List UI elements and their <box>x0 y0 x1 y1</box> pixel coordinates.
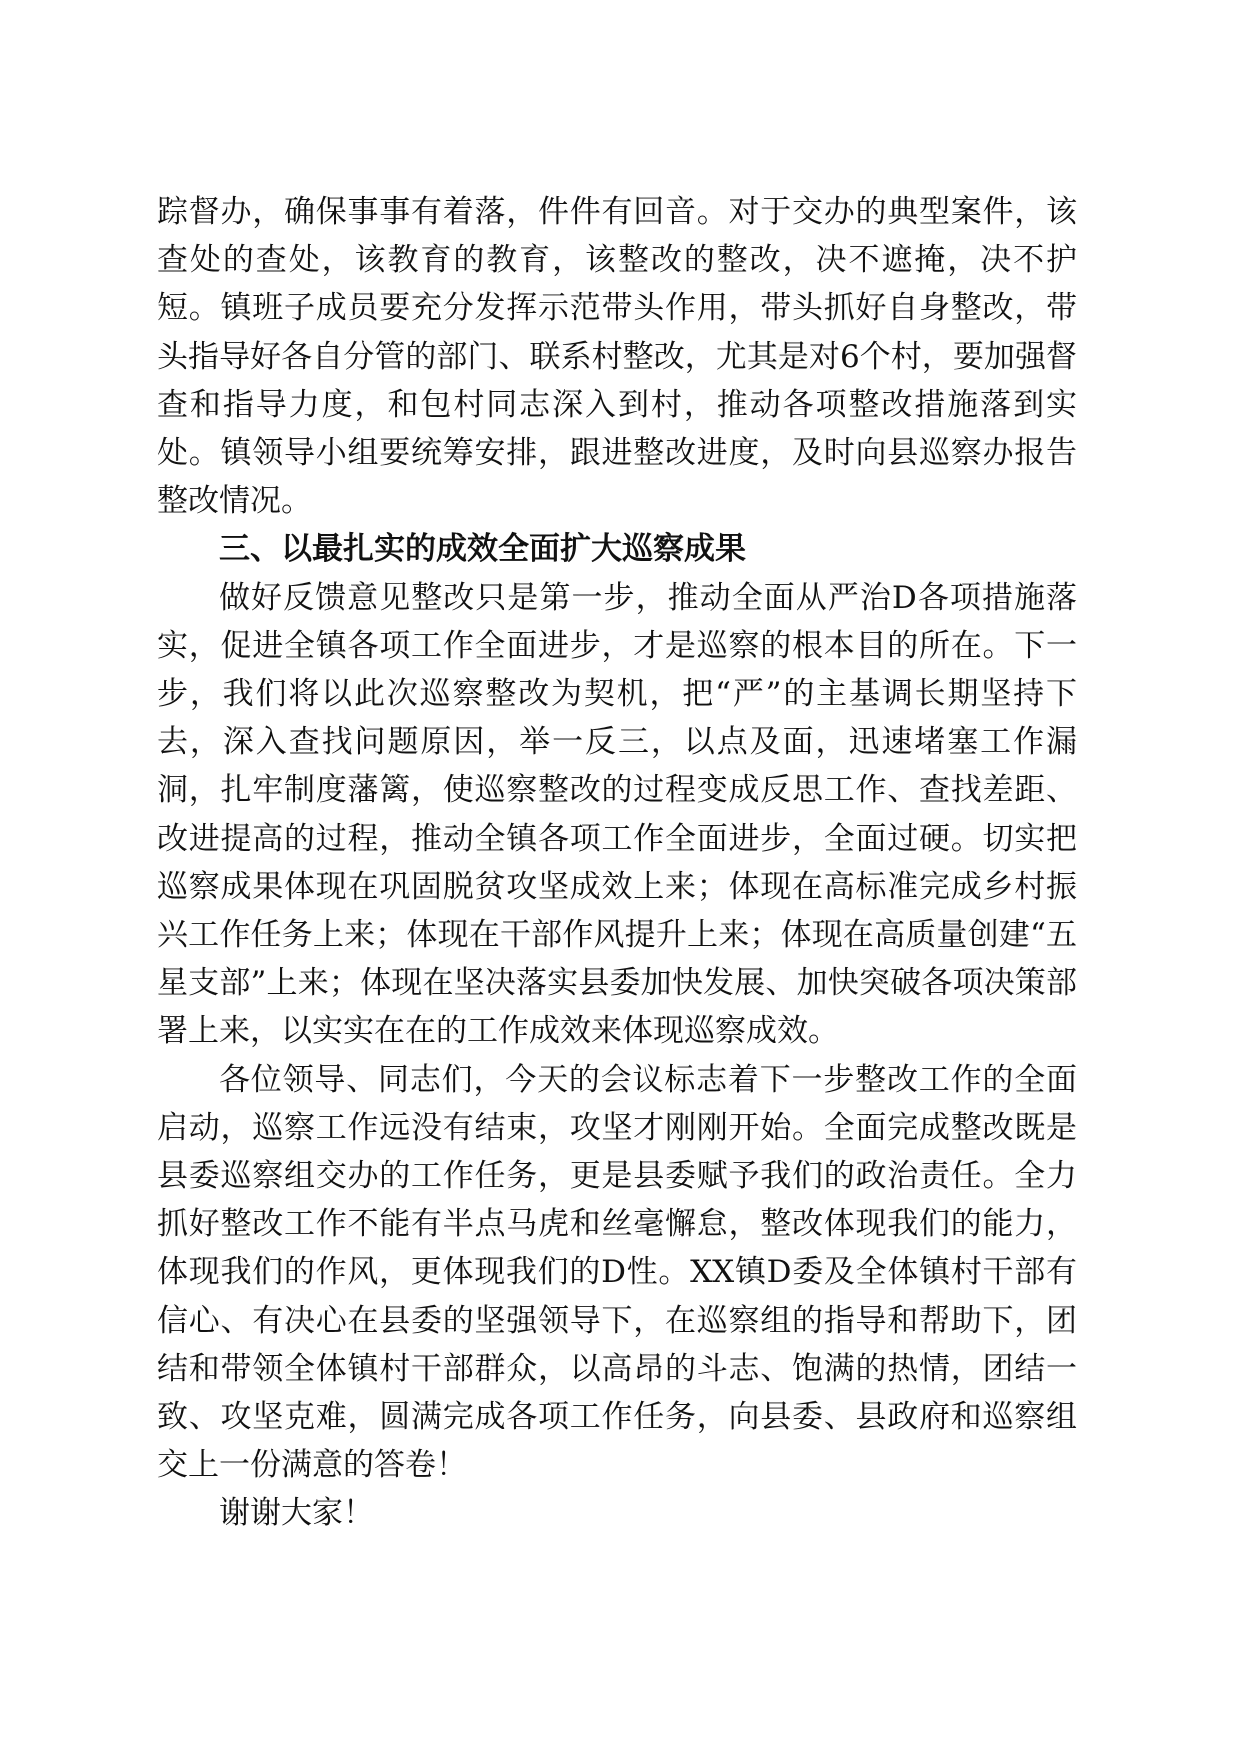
paragraph-thanks: 谢谢大家！ <box>219 1495 374 1532</box>
paragraph-continued: 踪督办，确保事事有着落，件件有回音。对于交办的典型案件，该查处的查处，该教育的教育，该整改的整改，决不遮掩，决不护短。镇班子成员要充分发挥示范带头作用，带头抓好自身整改，带头指导好各自分管的部门、联系村整改，尤其是对6个村，要加强督查和指导力度，和包村同志深入到村，推动各项整改措施落到实处。镇领导小组要统筹安排，跟进整改进度，及时向县巡察办报告整改情况。 <box>157 194 1077 520</box>
paragraph-closing-remarks: 各位领导、同志们，今天的会议标志着下一步整改工作的全面启动，巡察工作远没有结束，攻坚才刚刚开始。全面完成整改既是县委巡察组交办的工作任务，更是县委赋予我们的政治责任。全力抓好整改工作不能有半点马虎和丝毫懈怠，整改体现我们的能力，体现我们的作风，更体现我们的D性。XX镇D委及全体镇村干部有信心、有决心在县委的坚强领导下，在巡察组的指导和帮助下，团结和带领全体镇村干部群众，以高昂的斗志、饱满的热情，团结一致、攻坚克难，圆满完成各项工作任务，向县委、县政府和巡察组交上一份满意的答卷！ <box>157 1061 1077 1484</box>
document-body <box>157 188 1077 1538</box>
section-heading-3: 三、以最扎实的成效全面扩大巡察成果 <box>219 531 746 568</box>
paragraph-section-3-body: 做好反馈意见整改只是第一步，推动全面从严治D各项措施落实，促进全镇各项工作全面进步，才是巡察的根本目的所在。下一步，我们将以此次巡察整改为契机，把“严”的主基调长期坚持下去，深入查找问题原因，举一反三，以点及面，迅速堵塞工作漏洞，扎牢制度藩篱，使巡察整改的过程变成反思工作、查找差距、改进提高的过程，推动全镇各项工作全面进步，全面过硬。切实把巡察成果体现在巩固脱贫攻坚成效上来；体现在高标准完成乡村振兴工作任务上来；体现在干部作风提升上来；体现在高质量创建“五星支部”上来；体现在坚决落实县委加快发展、加快突破各项决策部署上来，以实实在在的工作成效来体现巡察成效。 <box>157 579 1077 1050</box>
